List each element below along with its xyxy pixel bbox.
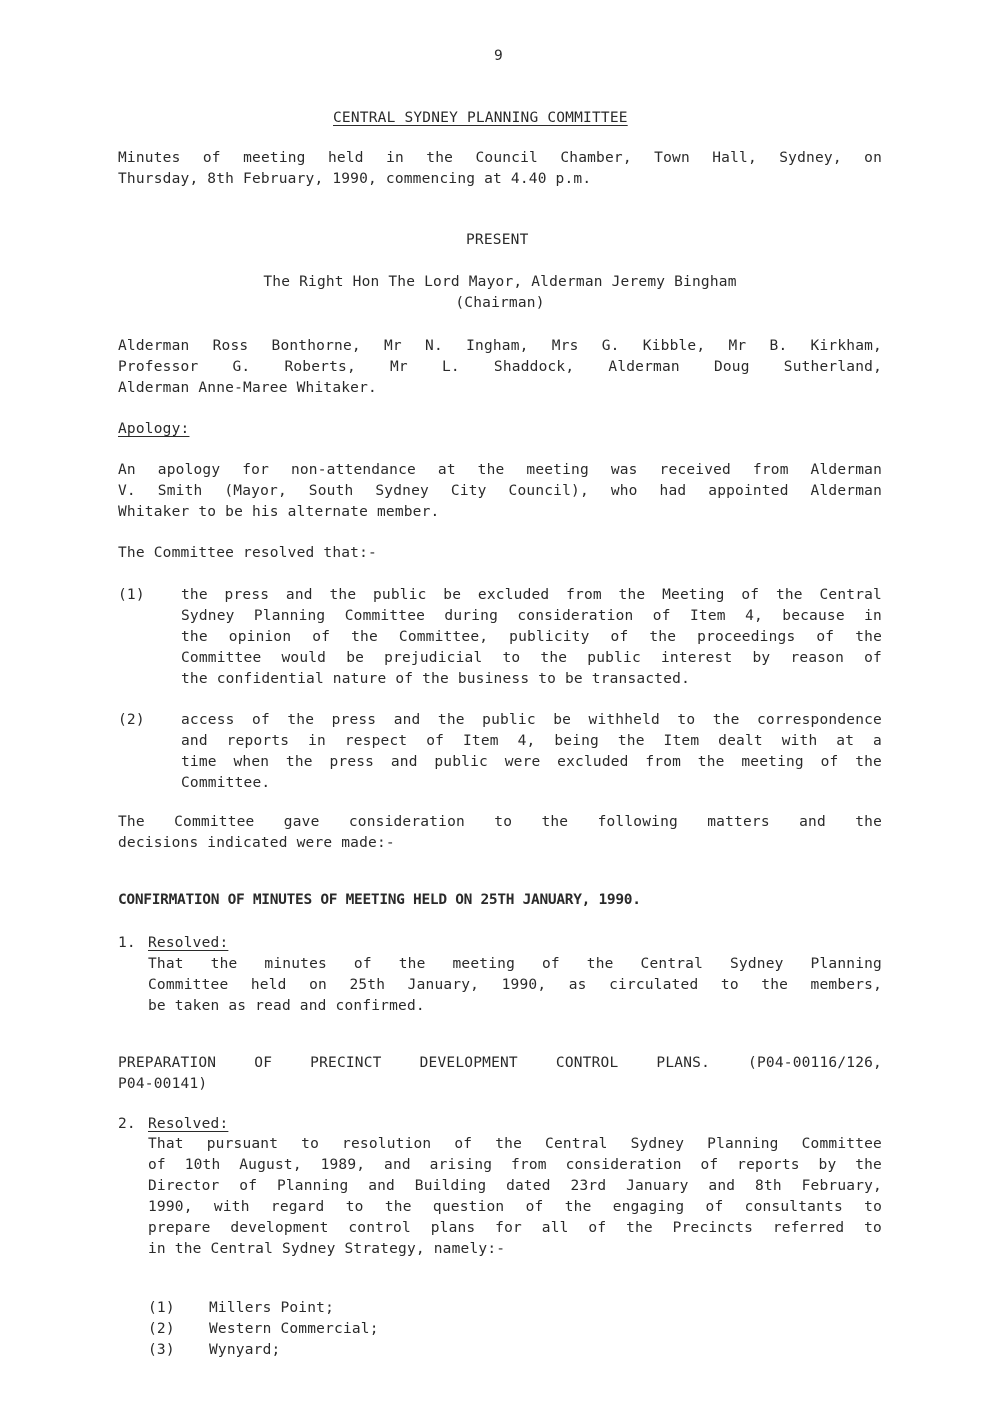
apology-paragraph [118, 460, 882, 523]
attendees-line: Alderman Ross Bonthorne, Mr N. Ingham, Mrs G. Kibble, Mr B. Kirkham, [118, 338, 882, 354]
present-heading: PRESENT [466, 232, 529, 248]
precinct-name: Wynyard; [209, 1342, 281, 1358]
precinct-name: Millers Point; [209, 1300, 335, 1316]
section-heading-line: P04-00141) [118, 1076, 208, 1092]
resolution-line: Sydney Planning Committee during consideration of Item 4, because in [181, 608, 882, 624]
item-line: 1990, with regard to the question of the engaging of consultants to [148, 1199, 882, 1215]
item-line: prepare development control plans for all of the Precincts referred to [148, 1220, 882, 1236]
resolution-text [181, 710, 882, 794]
section-heading: CONFIRMATION OF MINUTES OF MEETING HELD ON 25TH JANUARY, 1990. [118, 892, 641, 908]
item-line: That the minutes of the meeting of the Central Sydney Planning [148, 956, 882, 972]
precinct-number: (3) [148, 1342, 175, 1358]
item-text [148, 1134, 882, 1260]
resolved-intro: The Committee resolved that:- [118, 545, 377, 561]
intro-line: Thursday, 8th February, 1990, commencing at 4.40 p.m. [118, 171, 592, 187]
attendees-paragraph [118, 336, 882, 399]
item-number: 2. [118, 1116, 136, 1132]
precinct-number: (2) [148, 1321, 175, 1337]
attendees-line: Professor G. Roberts, Mr L. Shaddock, Alderman Doug Sutherland, [118, 359, 882, 375]
item-line: Committee held on 25th January, 1990, as circulated to the members, [148, 977, 882, 993]
section-heading-line: PREPARATION OF PRECINCT DEVELOPMENT CONTROL PLANS. (P04-00116/126, [118, 1055, 882, 1071]
resolution-line: and reports in respect of Item 4, being the Item dealt with at a [181, 733, 882, 749]
apology-heading: Apology: [118, 421, 190, 437]
item-number: 1. [118, 935, 136, 951]
resolution-number: (2) [118, 712, 145, 728]
resolved-label: Resolved: [148, 1116, 229, 1132]
item-text [148, 954, 882, 1017]
intro-paragraph [118, 148, 882, 190]
resolution-line: the opinion of the Committee, publicity of the proceedings of the [181, 629, 882, 645]
resolution-line: the press and the public be excluded from the Meeting of the Central [181, 587, 882, 603]
page-number: 9 [494, 48, 503, 64]
consideration-line: The Committee gave consideration to the following matters and the [118, 814, 882, 830]
apology-line: An apology for non-attendance at the meeting was received from Alderman [118, 462, 882, 478]
consideration-paragraph [118, 812, 882, 854]
attendees-line: Alderman Anne-Maree Whitaker. [118, 380, 377, 396]
apology-line: Whitaker to be his alternate member. [118, 504, 440, 520]
chairman-line: The Right Hon The Lord Mayor, Alderman Jeremy Bingham [263, 274, 737, 290]
item-line: That pursuant to resolution of the Central Sydney Planning Committee [148, 1136, 882, 1152]
consideration-line: decisions indicated were made:- [118, 835, 395, 851]
resolution-text [181, 585, 882, 690]
resolved-label: Resolved: [148, 935, 229, 951]
intro-line: Minutes of meeting held in the Council Chamber, Town Hall, Sydney, on [118, 150, 882, 166]
precinct-name: Western Commercial; [209, 1321, 379, 1337]
resolution-line: Committee. [181, 775, 271, 791]
item-line: in the Central Sydney Strategy, namely:- [148, 1241, 506, 1257]
resolution-line: time when the press and public were excluded from the meeting of the [181, 754, 882, 770]
chairman-line: (Chairman) [455, 295, 545, 311]
item-line: be taken as read and confirmed. [148, 998, 425, 1014]
chairman-block [118, 272, 882, 314]
resolution-line: access of the press and the public be withheld to the correspondence [181, 712, 882, 728]
apology-line: V. Smith (Mayor, South Sydney City Council), who had appointed Alderman [118, 483, 882, 499]
item-line: Director of Planning and Building dated 23rd January and 8th February, [148, 1178, 882, 1194]
resolution-line: Committee would be prejudicial to the public interest by reason of [181, 650, 882, 666]
resolution-number: (1) [118, 587, 145, 603]
section-heading [118, 1053, 882, 1095]
resolution-line: the confidential nature of the business to be transacted. [181, 671, 690, 687]
document-title: CENTRAL SYDNEY PLANNING COMMITTEE [333, 110, 628, 126]
precinct-number: (1) [148, 1300, 175, 1316]
item-line: of 10th August, 1989, and arising from consideration of reports by the [148, 1157, 882, 1173]
